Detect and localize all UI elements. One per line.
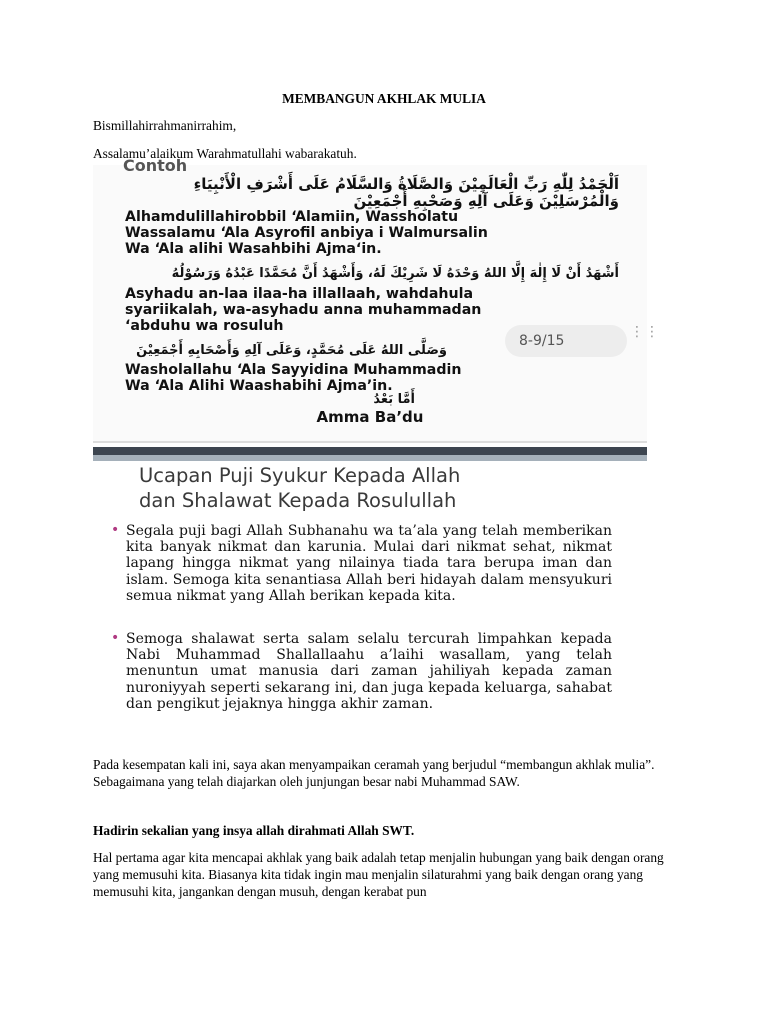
arabic-hamdalah-line-1: اَلْحَمْدُ لِلّٰهِ رَبِّ الْعَالَمِيْنَ وَالصَّلَاةُ وَالسَّلَامُ عَلَى أَشْرَفِ الْأَنْبِيَاءِ bbox=[193, 175, 619, 193]
arabic-syahadat: أَشْهَدُ أَنْ لَا إِلٰهَ إِلَّا اللهُ وَحْدَهُ لَا شَرِيْكَ لَهُ، وَأَشْهَدُ أَنَّ مُحَمَّدًا عَبْدُهُ وَرَسُوْلُهُ bbox=[171, 266, 619, 281]
latin-syahadat-line-1: Asyhadu an-laa ilaa-ha illallaah, wahdahula bbox=[125, 286, 474, 302]
latin-shalawat-line-2: Wa ‘Ala Alihi Waashabihi Ajma’in. bbox=[125, 378, 393, 394]
paragraph-intro: Pada kesempatan kali ini, saya akan menyampaikan ceramah yang berjudul “membangun akhlak mulia”. Sebagaimana yang telah diajarkan oleh junjungan besar nabi Muhammad SAW. bbox=[93, 757, 655, 789]
paragraph-address: Hadirin sekalian yang insya allah dirahmati Allah SWT. bbox=[93, 823, 415, 838]
drag-handle-icon[interactable]: ⋮⋮ bbox=[630, 324, 660, 340]
slide-top-bar-accent bbox=[93, 455, 647, 461]
latin-hamdalah-line-3: Wa ‘Ala alihi Wasahbihi Ajma‘in. bbox=[125, 241, 382, 257]
page-indicator-pill[interactable]: 8-9/15 bbox=[505, 325, 627, 357]
paragraph-body: Hal pertama agar kita mencapai akhlak yang baik adalah tetap menjalin hubungan yang baik dengan orang yang memusuhi kita. Biasanya kita tidak ingin mau menjalin silaturahmi yang baik dengan orang yang memusuhi kita, jangankan dengan musuh, dengan kerabat pun bbox=[93, 850, 664, 899]
arabic-shalawat: وَصَلَّى اللهُ عَلَى مُحَمَّدٍ، وَعَلَى آلِهِ وَأَصْحَابِهِ أَجْمَعِيْنَ bbox=[136, 343, 447, 358]
slide-top-bar bbox=[93, 447, 647, 455]
latin-hamdalah-line-1: Alhamdulillahirobbil ‘Alamiin, Wassholatu bbox=[125, 209, 459, 225]
bullet-icon: • bbox=[111, 522, 120, 538]
slide-image bbox=[93, 447, 647, 743]
latin-hamdalah-line-2: Wassalamu ‘Ala Asyrofil anbiya i Walmursalin bbox=[125, 225, 488, 241]
document-title: MEMBANGUN AKHLAK MULIA bbox=[282, 91, 486, 106]
bullet-icon: • bbox=[111, 630, 120, 646]
greeting-salam: Assalamu’alaikum Warahmatullahi wabarakatuh. bbox=[93, 146, 357, 161]
cropped-heading-fragment: Contoh bbox=[123, 156, 188, 175]
latin-shalawat-line-1: Washolallahu ‘Ala Sayyidina Muhammadin bbox=[125, 362, 462, 378]
amma-badu-label: Amma Ba’du bbox=[316, 408, 424, 426]
greeting-bismillah: Bismillahirrahmanirrahim, bbox=[93, 118, 237, 133]
slide-heading-line-1: Ucapan Puji Syukur Kepada Allah bbox=[139, 464, 461, 487]
arabic-hamdalah-line-2: وَالْمُرْسَلِيْنَ وَعَلَى آلِهِ وَصَحْبِهِ أَجْمَعِيْنَ bbox=[353, 192, 619, 210]
slide-bullet-1: Segala puji bagi Allah Subhanahu wa ta’ala yang telah memberikan kita banyak nikmat dan karunia. Mulai dari nikmat sehat, nikmat lapang hingga nikmat yang nilainya tiada tara berupa iman dan islam. Semoga kita senantiasa Allah beri hidayah dalam mensyukuri semua nikmat yang Allah berikan kepada kita. bbox=[126, 523, 612, 604]
slide-bullet-2: Semoga shalawat serta salam selalu tercurah limpahkan kepada Nabi Muhammad Shallallaahu a’laihi wasallam, yang telah menuntun umat manusia dari zaman jahiliyah kepada zaman nuroniyyah seperti sekarang ini, dan juga kepada keluarga, sahabat dan pengikut jejaknya hingga akhir zaman. bbox=[126, 631, 612, 712]
latin-syahadat-line-2: syariikalah, wa-asyhadu anna muhammadan bbox=[125, 302, 482, 318]
opening-prayer-image bbox=[93, 156, 660, 443]
arabic-amma-badu: أَمَّا بَعْدُ bbox=[373, 392, 415, 407]
latin-syahadat-line-3: ‘abduhu wa rosuluh bbox=[125, 318, 284, 334]
image-divider bbox=[93, 441, 647, 443]
slide-heading-line-2: dan Shalawat Kepada Rosulullah bbox=[139, 489, 457, 512]
